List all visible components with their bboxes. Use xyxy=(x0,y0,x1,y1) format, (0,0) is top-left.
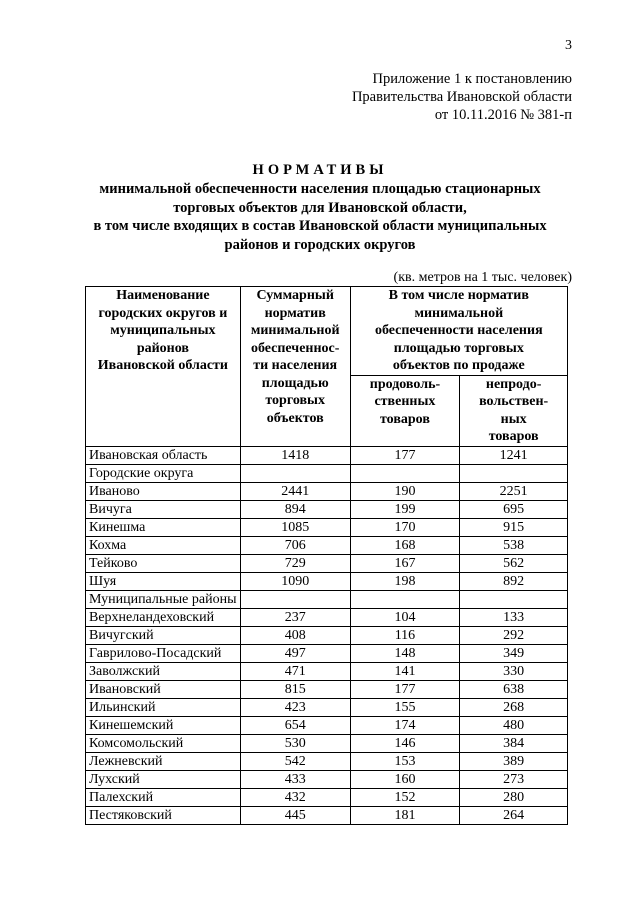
cell-name: Кинешма xyxy=(86,518,241,536)
table-row xyxy=(86,554,568,572)
header-line: продоволь- xyxy=(369,376,441,392)
cell-name: Палехский xyxy=(86,788,241,806)
header-group-sales xyxy=(350,287,567,376)
cell-food: 174 xyxy=(350,716,460,734)
cell-food: 168 xyxy=(350,536,460,554)
cell-food: 148 xyxy=(350,644,460,662)
cell-food: 170 xyxy=(350,518,460,536)
appendix-reference xyxy=(272,70,572,124)
header-line: объектов по продаже xyxy=(392,358,525,373)
header-line: минимальной xyxy=(250,323,340,338)
cell-food: 153 xyxy=(350,752,460,770)
header-line: обеспеченнос- xyxy=(250,340,340,356)
cell-name: Лежневский xyxy=(86,752,241,770)
table-row xyxy=(86,536,568,554)
header-line: норматив xyxy=(264,305,326,321)
table-row xyxy=(86,770,568,788)
table-row xyxy=(86,590,568,608)
cell-nonfood: 538 xyxy=(460,536,568,554)
cell-food: 160 xyxy=(350,770,460,788)
header-line: городских округов и xyxy=(98,305,228,321)
header-food xyxy=(350,375,460,446)
table-row xyxy=(86,500,568,518)
table-row xyxy=(86,752,568,770)
cell-total: 530 xyxy=(240,734,350,752)
table-row xyxy=(86,734,568,752)
cell-name: Комсомольский xyxy=(86,734,241,752)
cell-food xyxy=(350,590,460,608)
header-line: Ивановской области xyxy=(97,358,228,373)
cell-total: 542 xyxy=(240,752,350,770)
cell-total: 815 xyxy=(240,680,350,698)
table-row xyxy=(86,482,568,500)
cell-food: 167 xyxy=(350,554,460,572)
cell-name: Кохма xyxy=(86,536,241,554)
appendix-line-2: Правительства Ивановской области xyxy=(351,89,572,105)
cell-food: 181 xyxy=(350,806,460,824)
header-line: товаров xyxy=(488,429,539,444)
cell-nonfood: 384 xyxy=(460,734,568,752)
table-row xyxy=(86,572,568,590)
cell-nonfood: 892 xyxy=(460,572,568,590)
cell-total xyxy=(240,464,350,482)
table-row xyxy=(86,788,568,806)
cell-nonfood: 133 xyxy=(460,608,568,626)
cell-name: Пестяковский xyxy=(86,806,241,824)
table-row xyxy=(86,608,568,626)
cell-total: 408 xyxy=(240,626,350,644)
cell-total: 1085 xyxy=(240,518,350,536)
cell-food: 190 xyxy=(350,482,460,500)
appendix-line-3: от 10.11.2016 № 381-п xyxy=(434,107,572,123)
header-line: объектов xyxy=(266,410,324,426)
header-name xyxy=(86,287,241,447)
cell-nonfood: 273 xyxy=(460,770,568,788)
cell-nonfood: 2251 xyxy=(460,482,568,500)
cell-name: Иваново xyxy=(86,482,241,500)
cell-food: 177 xyxy=(350,446,460,464)
subtitle-line-4: районов и городских округов xyxy=(224,236,416,253)
cell-name: Ивановская область xyxy=(86,446,241,464)
cell-total: 729 xyxy=(240,554,350,572)
table-row xyxy=(86,464,568,482)
table-row xyxy=(86,644,568,662)
cell-total: 445 xyxy=(240,806,350,824)
cell-name: Тейково xyxy=(86,554,241,572)
cell-nonfood: 330 xyxy=(460,662,568,680)
table-row xyxy=(86,662,568,680)
cell-name: Шуя xyxy=(86,572,241,590)
cell-total: 237 xyxy=(240,608,350,626)
header-line: обеспеченности населения xyxy=(374,323,543,338)
cell-total: 433 xyxy=(240,770,350,788)
cell-name: Лухский xyxy=(86,770,241,788)
cell-nonfood: 638 xyxy=(460,680,568,698)
cell-nonfood: 349 xyxy=(460,644,568,662)
cell-nonfood: 915 xyxy=(460,518,568,536)
document-title: НОРМАТИВЫ xyxy=(252,162,388,178)
cell-name: Гаврилово-Посадский xyxy=(86,644,241,662)
cell-nonfood: 268 xyxy=(460,698,568,716)
norms-table xyxy=(85,286,568,825)
header-total xyxy=(240,287,350,447)
table-body xyxy=(86,446,568,824)
header-line: ственных xyxy=(374,394,436,409)
cell-nonfood: 562 xyxy=(460,554,568,572)
cell-total: 2441 xyxy=(240,482,350,500)
subtitle-line-1: минимальной обеспеченности населения площадью стационарных xyxy=(99,181,541,197)
cell-nonfood: 389 xyxy=(460,752,568,770)
table-row xyxy=(86,518,568,536)
header-nonfood xyxy=(460,375,568,446)
cell-nonfood: 695 xyxy=(460,500,568,518)
subtitle-line-2: торговых объектов для Ивановской области, xyxy=(173,199,467,216)
header-line: минимальной xyxy=(414,305,504,321)
cell-name: Вичуга xyxy=(86,500,241,518)
cell-food xyxy=(350,464,460,482)
header-line: площадью торговых xyxy=(393,340,524,356)
cell-total: 1090 xyxy=(240,572,350,590)
cell-name: Вичугский xyxy=(86,626,241,644)
cell-name: Верхнеландеховский xyxy=(86,608,241,626)
cell-name: Заволжский xyxy=(86,662,241,680)
cell-total: 654 xyxy=(240,716,350,734)
header-line: Наименование xyxy=(116,288,210,303)
header-line: торговых xyxy=(265,393,325,408)
table-row xyxy=(86,680,568,698)
cell-food: 155 xyxy=(350,698,460,716)
cell-nonfood: 1241 xyxy=(460,446,568,464)
table-row xyxy=(86,626,568,644)
cell-nonfood xyxy=(460,590,568,608)
cell-food: 116 xyxy=(350,626,460,644)
header-line: муниципальных xyxy=(110,323,216,338)
table-row xyxy=(86,698,568,716)
cell-total: 471 xyxy=(240,662,350,680)
cell-name: Городские округа xyxy=(86,464,241,482)
cell-name: Ильинский xyxy=(86,698,241,716)
cell-name: Кинешемский xyxy=(86,716,241,734)
cell-name: Ивановский xyxy=(86,680,241,698)
cell-food: 141 xyxy=(350,662,460,680)
header-line: ных xyxy=(500,411,527,427)
page-number: 3 xyxy=(565,38,572,53)
header-line: Суммарный xyxy=(256,288,334,303)
header-line: товаров xyxy=(379,411,430,427)
cell-total: 432 xyxy=(240,788,350,806)
header-line: В том числе норматив xyxy=(388,288,529,303)
cell-food: 177 xyxy=(350,680,460,698)
cell-food: 146 xyxy=(350,734,460,752)
cell-total xyxy=(240,590,350,608)
cell-nonfood: 280 xyxy=(460,788,568,806)
cell-nonfood: 264 xyxy=(460,806,568,824)
cell-total: 497 xyxy=(240,644,350,662)
table-row xyxy=(86,806,568,824)
units-note: (кв. метров на 1 тыс. человек) xyxy=(393,270,572,285)
table-row xyxy=(86,716,568,734)
document-subtitle xyxy=(60,180,580,254)
cell-total: 1418 xyxy=(240,446,350,464)
cell-nonfood xyxy=(460,464,568,482)
cell-total: 706 xyxy=(240,536,350,554)
header-line: ти населения xyxy=(253,358,338,373)
header-line: непродо- xyxy=(485,376,542,392)
cell-food: 199 xyxy=(350,500,460,518)
header-line: районов xyxy=(136,340,189,356)
cell-nonfood: 292 xyxy=(460,626,568,644)
cell-name: Муниципальные районы xyxy=(86,590,241,608)
cell-food: 104 xyxy=(350,608,460,626)
cell-food: 198 xyxy=(350,572,460,590)
cell-food: 152 xyxy=(350,788,460,806)
appendix-line-1: Приложение 1 к постановлению xyxy=(372,71,572,87)
subtitle-line-3: в том числе входящих в состав Ивановской области муниципальных xyxy=(93,218,547,234)
cell-total: 423 xyxy=(240,698,350,716)
cell-total: 894 xyxy=(240,500,350,518)
header-line: вольствен- xyxy=(479,394,549,409)
cell-nonfood: 480 xyxy=(460,716,568,734)
header-line: площадью xyxy=(261,375,329,391)
table-row xyxy=(86,446,568,464)
